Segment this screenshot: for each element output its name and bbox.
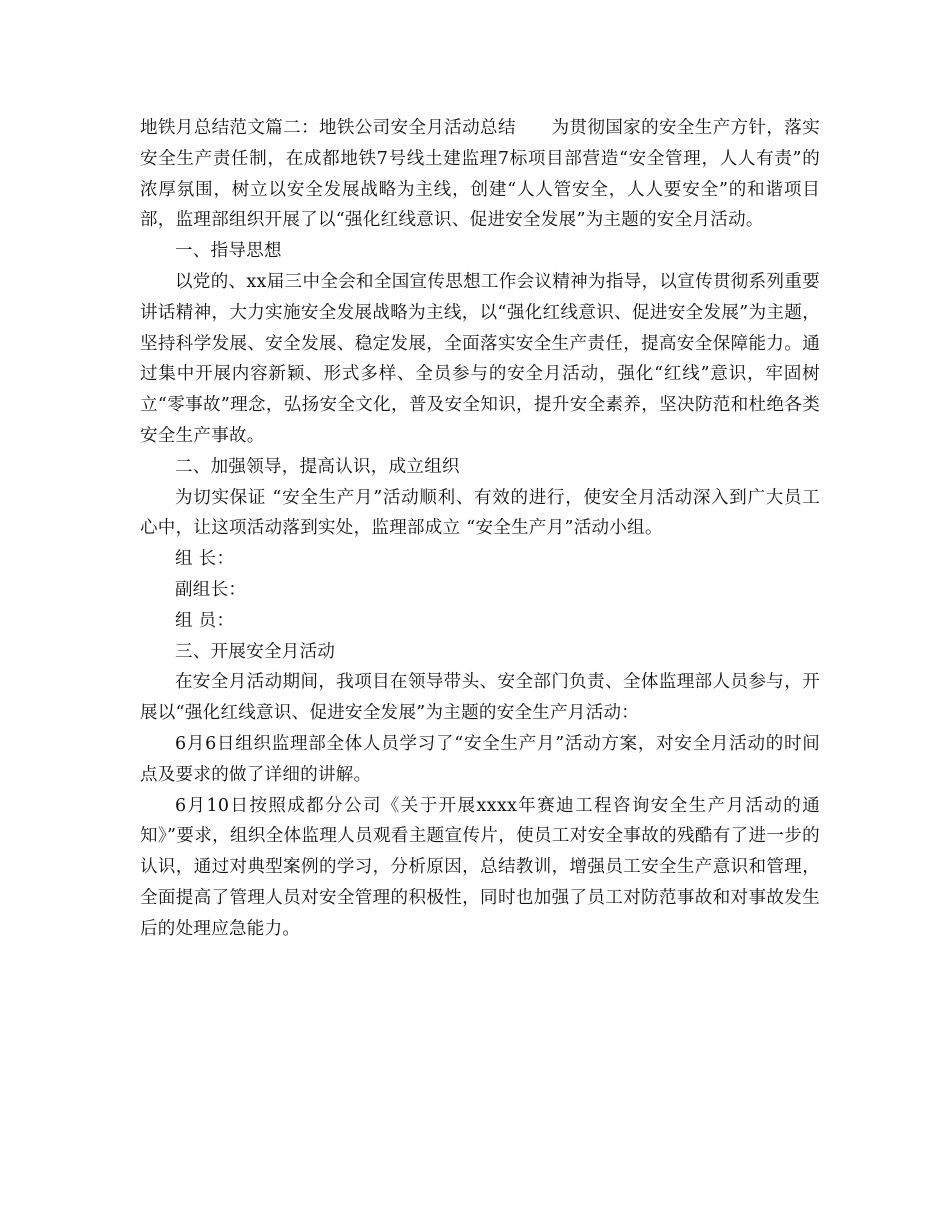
intro-paragraph: 地铁月总结范文篇二：地铁公司安全月活动总结 为贯彻国家的安全生产方针，落实安全生产责任制，在成都地铁7号线土建监理7标项目部营造“安全管理，人人有责”的浓厚氛围，树立以安全发展战略为主线，创建“人人管安全，人人要安全”的和谐项目部，监理部组织开展了以“强化红线意识、促进安全发展”为主题的安全月活动。 [140,118,820,231]
activities-intro-paragraph: 在安全月活动期间，我项目在领导带头、安全部门负责、全体监理部人员参与，开展以“强化红线意识、促进安全发展”为主题的安全生产月活动： [140,672,820,724]
june-10-paragraph: 6月10日按照成都分公司《关于开展xxxx年赛迪工程咨询安全生产月活动的通知》”要求，组织全体监理人员观看主题宣传片，使员工对安全事故的残酷有了进一步的认识，通过对典型案例的学习，分析原因，总结教训，增强员工安全生产意识和管理，全面提高了管理人员对安全管理的积极性，同时也加强了员工对防范事故和对事故发生后的处理应急能力。 [140,795,820,939]
guiding-thought-paragraph: 以党的、xx届三中全会和全国宣传思想工作会议精神为指导，以宣传贯彻系列重要讲话精神，大力实施安全发展战略为主线，以“强化红线意识、促进安全发展”为主题，坚持科学发展、安全发展、稳定发展，全面落实安全生产责任，提高安全保障能力。通过集中开展内容新颖、形式多样、全员参与的安全月活动，强化“红线”意识，牢固树立“零事故”理念，弘扬安全文化，普及安全知识，提升安全素养，坚决防范和杜绝各类安全生产事故。 [140,271,820,446]
june-6-paragraph: 6月6日组织监理部全体人员学习了“安全生产月”活动方案，对安全月活动的时间点及要求的做了详细的讲解。 [140,733,820,785]
leadership-paragraph: 为切实保证 “安全生产月”活动顺利、有效的进行，使安全月活动深入到广大员工心中，让这项活动落到实处，监理部成立 “安全生产月”活动小组。 [140,487,820,539]
deputy-leader-line: 副组长： [175,579,247,600]
document-page [140,113,820,945]
group-leader-line: 组 长： [175,549,235,570]
group-member-line: 组 员： [175,610,235,631]
section-heading-activities: 三、开展安全月活动 [175,641,336,662]
section-heading-guiding-thought: 一、指导思想 [175,241,282,262]
section-heading-leadership: 二、加强领导，提高认识，成立组织 [175,456,460,477]
